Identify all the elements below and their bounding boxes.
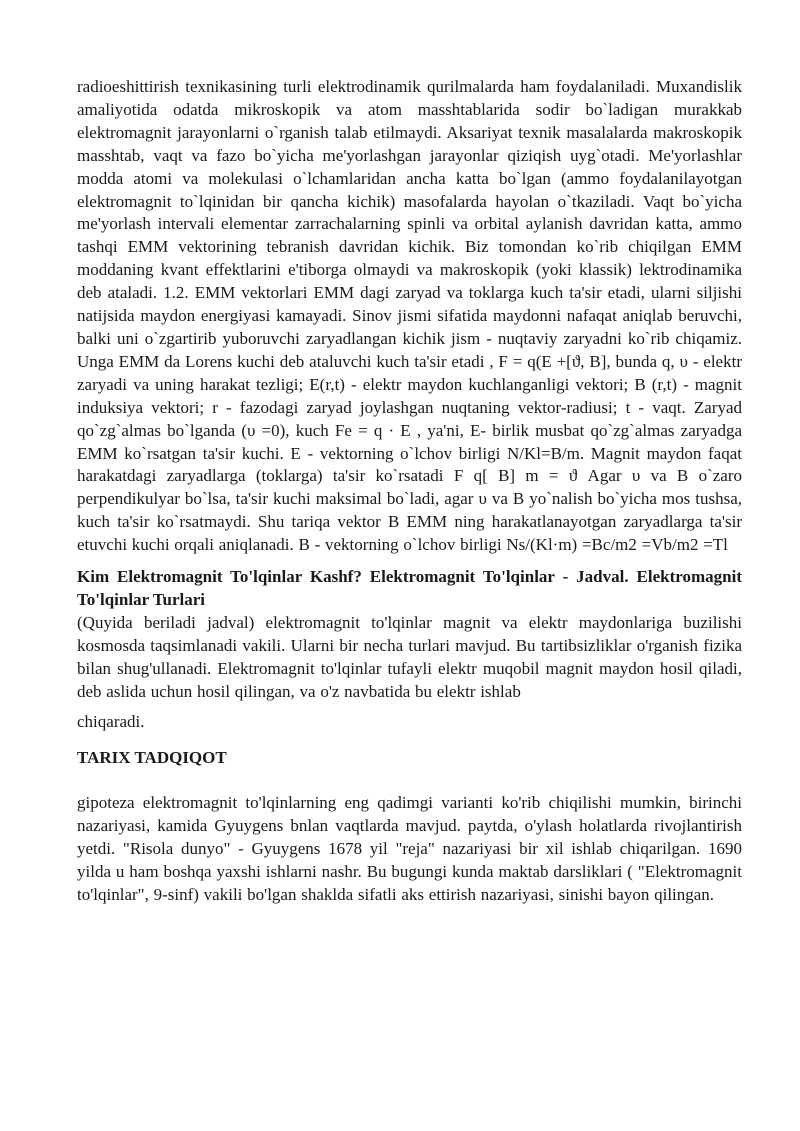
section-heading-em-waves: Kim Elektromagnit To'lqinlar Kashf? Elektromagnit To'lqinlar - Jadval. Elektromagnit To'lqinlar Turlari — [77, 567, 742, 609]
spacer — [77, 734, 742, 747]
body-paragraph-emm-vectors: radioeshittirish texnikasining turli elektrodinamik qurilmalarda ham foydalaniladi. Muxandislik amaliyotida odatda mikroskopik va atom masshtablarida sodir bo`ladigan murakkab elektromagnit jarayonlarni o`rganish talab etilmaydi. Aksariyat texnik masalalarda makroskopik masshtab, vaqt va fazo bo`yicha me'yorlashgan jarayonlar qiziqish uyg`otadi. Me'yorlashlar modda atomi va molekulasi o`lchamlaridan ancha katta bo`lgan (ammo foydalanilayotgan elektromagnit to`lqinidan bir qancha kichik) masofalarda hayolan o`tkaziladi. Vaqt bo`yicha me'yorlash intervali elementar zarrachalarning spinli va orbital aylanish davridan katta, ammo tashqi EMM vektorining tebranish davridan kichik. Biz tomondan ko`rib chiqilgan EMM moddaning kvant effektlarini e'tiborga olmaydi va makroskopik (yoki klassik) lektrodinamika deb ataladi. 1.2. EMM vektorlari EMM dagi zaryad va toklarga kuch ta'sir etadi, ularni siljishi natijsida maydon energiyasi kamayadi. Sinov jismi sifatida maydonni nafaqat aniqlab beruvchi, balki uni o`zgartirib yuboruvchi zaryadlangan kichik jism - nuqtaviy zaryadni ko`rib chiqamiz. Unga EMM da Lorens kuchi deb ataluvchi kuch ta'sir etadi , F = q(E +[ϑ, B], bunda q, υ - elektr zaryadi va uning harakat tezligi; E(r,t) - elektr maydon kuchlanganligi vektori; B (r,t) - magnit induksiya vektori; r - fazodagi zaryad joylashgan nuqtaning vektor-radiusi; t - vaqt. Zaryad qo`zg`almas bo`lganda (υ =0), kuch Fe = q · E , ya'ni, E- birlik musbat qo`zg`almas zaryadga EMM ko`rsatgan ta'sir kuchi. E - vektorning o`lchov birligi N/Kl=B/m. Magnit maydon faqat harakatdagi zaryadlarga (toklarga) ta'sir ko`rsatadi F q[ B] m = ϑ Agar υ va B o`zaro perpendikulyar bo`lsa, ta'sir kuchi maksimal bo`ladi, agar υ va B yo`nalish bo`yicha mos tushsa, kuch ta'sir ko`rsatmaydi. Shu tariqa vektor B EMM ning harakatlanayotgan zaryadlarga ta'sir etuvchi kuchi orqali aniqlanadi. B - vektorning o`lchov birligi Ns/(Kl·m) =Bc/m2 =Vb/m2 =Tl — [77, 77, 742, 555]
section-heading-history: TARIX TADQIQOT — [77, 748, 227, 768]
document-page — [77, 76, 742, 907]
body-paragraph-em-waves-tail: chiqaradi. — [77, 712, 145, 732]
body-paragraph-em-waves: (Quyida beriladi jadval) elektromagnit to'lqinlar magnit va elektr maydonlariga buzilishi kosmosda taqsimlanadi vakili. Ularni bir necha turlari mavjud. Bu tartibsizliklar o'rganish fizika bilan shug'ullanadi. Elektromagnit to'lqinlar tufayli elektr muqobil magnit maydon hosil qiladi, deb aslida uchun hosil qilingan, va o'z navbatida bu elektr ishlab — [77, 612, 742, 701]
spacer — [77, 770, 742, 792]
spacer — [77, 557, 742, 566]
body-paragraph-history: gipoteza elektromagnit to'lqinlarning eng qadimgi varianti ko'rib chiqilishi mumkin, birinchi nazariyasi, kamida Gyuygens bnlan vaqtlarda mavjud. paytda, o'ylash holatlarda rivojlantirish yetdi. "Risola dunyo" - Gyuygens 1678 yil "reja" nazariyasi bir xil ishlab chiqarilgan. 1690 yilda u ham boshqa yaxshi ishlarni nashr. Bu bugungi kunda maktab darsliklari ( "Elektromagnit to'lqinlar", 9-sinf) vakili bo'lgan shaklda sifatli aks ettirish nazariyasi, sinishi bayon qilingan. — [77, 793, 742, 904]
